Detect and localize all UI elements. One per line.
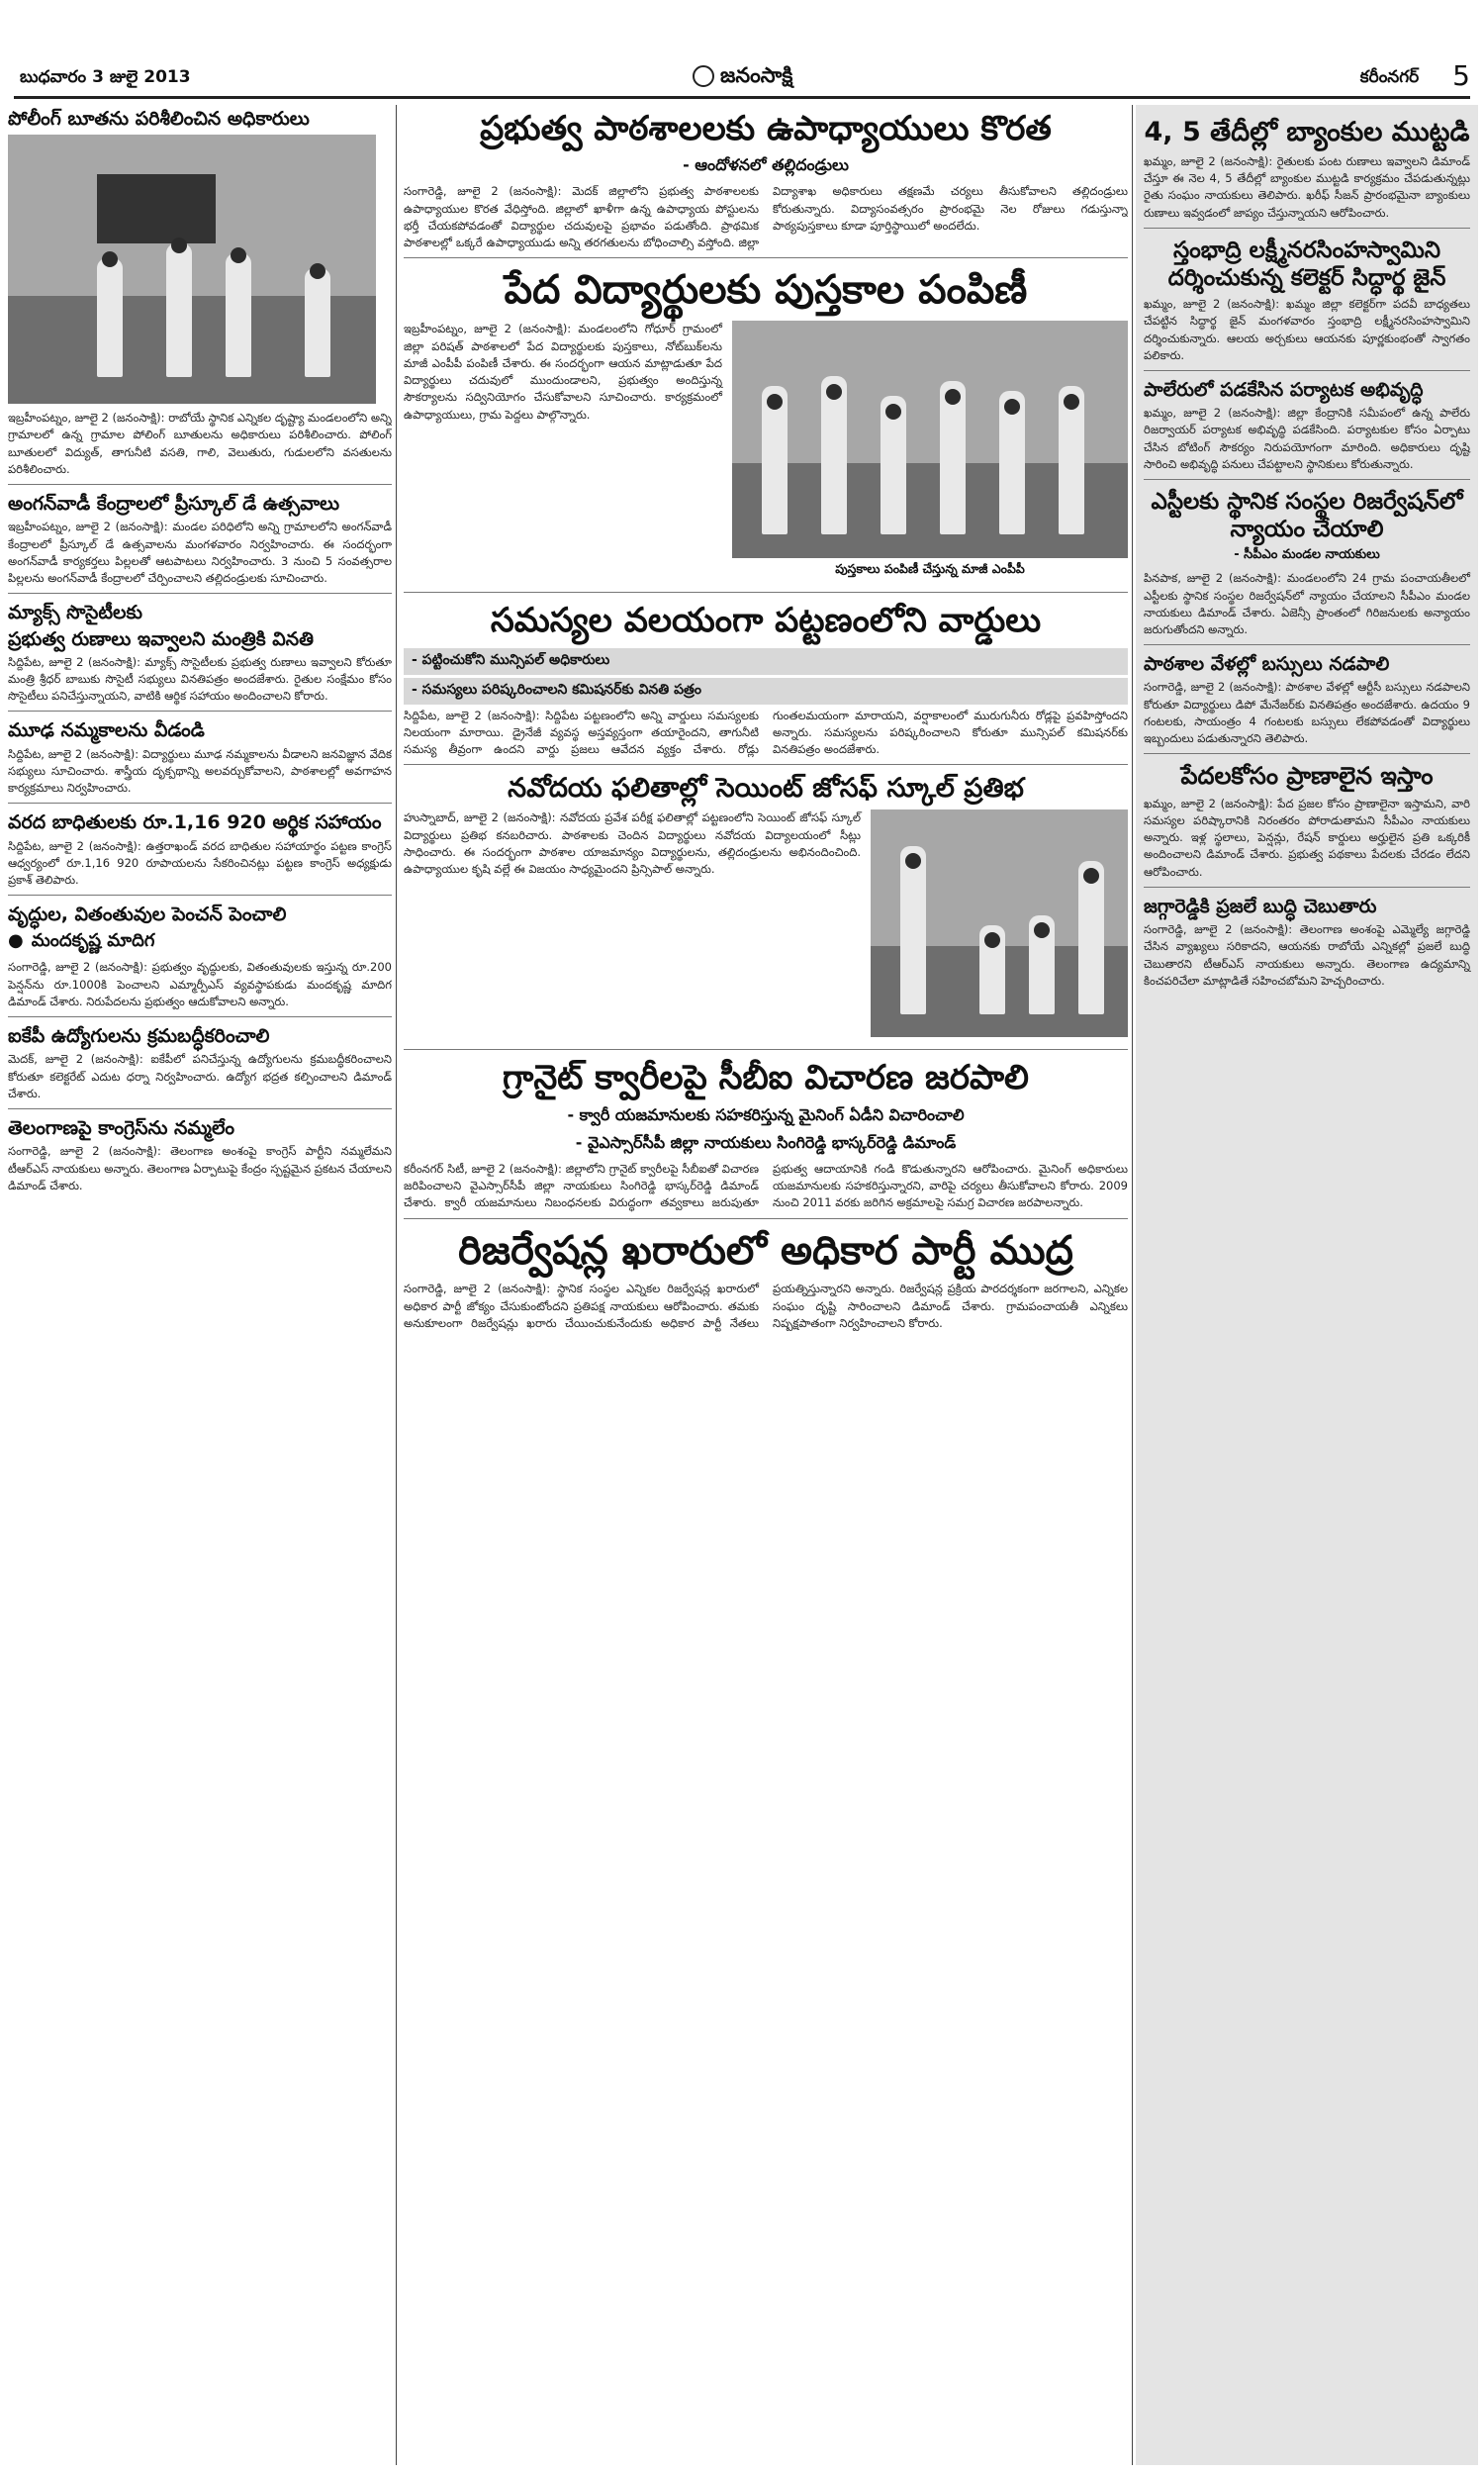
body-banks: ఖమ్మం, జూలై 2 (జనంసాక్షి): రైతులకు పంట రుణాలు ఇవ్వాలని డిమాండ్ చేస్తూ ఈ నెల 4, 5 తేదీల్లో బ్యాంకుల ముట్టడి కార్యక్రమం చేపడుతున్నట్లు రైతు సంఘం నాయకులు తెలిపారు. ఖరీఫ్ సీజన్ ప్రారంభమైనా బ్యాంకులు రుణాలు ఇవ్వడంలో జాప్యం చేస్తున్నాయని ఆరోపించారు.	[1144, 153, 1470, 220]
story-st-reservation	[1144, 488, 1470, 645]
body-polling: ఇబ్రహీంపట్నం, జూలై 2 (జనంసాక్షి): రాబోయే స్థానిక ఎన్నికల దృష్ట్యా మండలంలోని అన్ని గ్రామాలలో ఉన్న గ్రామాల పోలింగ్ బూతులను అధికారులు పరిశీలించారు. పోలింగ్ బూతులలో విద్యుత్, తాగునీటి వసతి, గాలి, వెలుతురు, గుడులలోని వసతులను పరిశీలించారు.	[8, 411, 392, 476]
story-books	[404, 266, 1128, 593]
headline-books: పేద విద్యార్థులకు పుస్తకాల పంపిణీ	[504, 267, 1028, 314]
subhead-granite-2: - వైఎస్సార్‌సీపీ జిల్లా నాయకులు సింగిరెడ్డి భాస్కర్‌రెడ్డి డిమాండ్	[575, 1132, 957, 1152]
story-superstition	[8, 719, 392, 804]
headline-collector: స్తంభాద్రి లక్ష్మీనరసింహస్వామిని దర్శించుకున్న కలెక్టర్ సిద్ధార్థ జైన్	[1167, 237, 1446, 291]
story-pension	[8, 904, 392, 1017]
byline-pension: ● మందకృష్ణ మాదిగ	[8, 930, 392, 955]
story-reservation	[404, 1227, 1128, 1339]
column-divider	[1132, 105, 1133, 2465]
story-flood-relief	[8, 811, 392, 896]
headline-ikp: ఐకేపీ ఉద్యోగులను క్రమబద్ధీకరించాలి	[8, 1025, 270, 1048]
headline-teachers: ప్రభుత్వ పాఠశాలలకు ఉపాధ్యాయులు కొరత	[480, 109, 1052, 148]
edition-city: కరీంనగర్	[1359, 67, 1420, 87]
photo-polling-booth	[8, 135, 376, 404]
paper-name-text: జనంసాక్షి	[720, 63, 793, 87]
body-anganwadi: ఇబ్రహీంపట్నం, జూలై 2 (జనంసాక్షి): మండల పరిధిలోని అన్ని గ్రామాలలోని అంగన్‌వాడీ కేంద్రాలలో ప్రీస్కూల్ డే ఉత్సవాలను మంగళవారం నిర్వహించారు. ఈ సందర్భంగా అంగన్‌వాడీ కార్యకర్తలు పిల్లలతో ఆటపాటలు నిర్వహించారు. 3 నుంచి 5 సంవత్సరాల పిల్లలను అంగన్‌వాడీ కేంద్రాలలో చేర్పించాలని తల్లిదండ్రులకు సూచించారు.	[8, 520, 392, 586]
photo-navodaya-students	[871, 809, 1128, 1037]
story-ikp	[8, 1025, 392, 1109]
body-flood-relief: సిద్దిపేట, జూలై 2 (జనంసాక్షి): ఉత్తరాఖండ్ వరద బాధితుల సహాయార్థం పట్టణ కాంగ్రెస్ ఆధ్వర్యంలో రూ.1,16 920 రూపాయలను సేకరించినట్లు పట్టణ కాంగ్రెస్ అధ్యక్షుడు ప్రకాశ్ తెలిపారు.	[8, 838, 392, 888]
body-navodaya: హుస్నాబాద్, జూలై 2 (జనంసాక్షి): నవోదయ ప్రవేశ పరీక్ష ఫలితాల్లో పట్టణంలోని సెయింట్ జోసఫ్ స్కూల్ విద్యార్థులు ప్రతిభ కనబరిచారు. పాఠశాలకు చెందిన విద్యార్థులు నవోదయ విద్యాలయంలో సీట్లు సాధించారు. ఈ సందర్భంగా పాఠశాల యాజమాన్యం విద్యార్థులను, తల్లిదండ్రులను అభినందించింది. ఉపాధ్యాయుల కృషి వల్లే ఈ విజయం సాధ్యమైందని ప్రిన్సిపాల్ అన్నారు.	[404, 810, 861, 877]
body-istam: ఖమ్మం, జూలై 2 (జనంసాక్షి): పేద ప్రజల కోసం ప్రాణాలైనా ఇస్తామని, వారి సమస్యల పరిష్కారానికి నిరంతరం పోరాడుతామని సీపీఎం నాయకులు అన్నారు. ఇళ్ల స్థలాలు, పెన్షన్లు, రేషన్ కార్డులు అర్హులైన ప్రతి ఒక్కరికీ అందించాలని డిమాండ్ చేశారు. ప్రభుత్వ పథకాలు పేదలకు చేరడం లేదని ఆరోపించారు.	[1144, 796, 1470, 879]
story-banks	[1144, 117, 1470, 229]
headline-polling: పోలీంగ్ బూతను పరిశీలించిన అధికారులు	[8, 108, 310, 130]
body-tourism: ఖమ్మం, జూలై 2 (జనంసాక్షి): జిల్లా కేంద్రానికి సమీపంలో ఉన్న పాలేరు రిజర్వాయర్ పర్యాటక అభివృద్ధి పడకేసింది. పర్యాటకుల కోసం ఏర్పాటు చేసిన బోటింగ్ సౌకర్యం నిరుపయోగంగా మారింది. అధికారులు దృష్టి సారించి అభివృద్ధి పనులు చేపట్టాలని స్థానికులు కోరుతున్నారు.	[1144, 406, 1470, 471]
headline-bus: పాఠశాల వేళల్లో బస్సులు నడపాలి	[1144, 653, 1390, 676]
body-st-reservation: పినపాక, జూలై 2 (జనంసాక్షి): మండలంలోని 24 గ్రామ పంచాయతీలలో ఎస్టీలకు స్థానిక సంస్థల రిజర్వేషన్‌లో న్యాయం చేయాలని సీపీఎం మండల నాయకులు డిమాండ్ చేశారు. ఏజెన్సీ ప్రాంతంలో గిరిజనులకు అన్యాయం జరుగుతోందని అన్నారు.	[1144, 571, 1470, 637]
headline-wards: సమస్యల వలయంగా పట్టణంలోని వార్డులు	[490, 601, 1042, 641]
body-teachers: సంగారెడ్డి, జూలై 2 (జనంసాక్షి): మెదక్ జిల్లాలోని ప్రభుత్వ పాఠశాలలకు ఉపాధ్యాయుల కొరత వేధిస్తోంది. జిల్లాలో ఖాళీగా ఉన్న ఉపాధ్యాయ పోస్టులను భర్తీ చేయకపోవడంతో విద్యార్థుల చదువులపై ప్రభావం పడుతోంది. ప్రాథమిక పాఠశాలల్లో ఒక్కరే ఉపాధ్యాయుడు అన్ని తరగతులను బోధించాల్సి వస్తోంది. జిల్లా విద్యాశాఖ అధికారులు తక్షణమే చర్యలు తీసుకోవాలని తల్లిదండ్రులు కోరుతున్నారు. విద్యాసంవత్సరం ప్రారంభమై నెల రోజులు గడుస్తున్నా పాఠ్యపుస్తకాలు కూడా పూర్తిస్థాయిలో అందలేదు.	[404, 184, 1128, 250]
body-bus: సంగారెడ్డి, జూలై 2 (జనంసాక్షి): పాఠశాల వేళల్లో ఆర్టీసీ బస్సులు నడపాలని కోరుతూ విద్యార్థులు డిపో మేనేజర్‌కు వినతిపత్రం అందజేశారు. ఉదయం 9 గంటలకు, సాయంత్రం 4 గంటలకు బస్సులు లేకపోవడంతో విద్యార్థులు ఇబ్బందులు పడుతున్నారని తెలిపారు.	[1144, 680, 1470, 746]
subhead-wards-2: - సమస్యలు పరిష్కరించాలని కమిషనర్‌కు వినతి పత్రం	[404, 678, 1128, 705]
issue-date: బుధవారం 3 జులై 2013	[20, 67, 191, 87]
story-collector	[1144, 237, 1470, 371]
headline-jaggareddy: జగ్గారెడ్డికి ప్రజలే బుద్ధి చెబుతారు	[1144, 895, 1377, 917]
story-macs	[8, 602, 392, 712]
left-column	[8, 105, 392, 2465]
middle-column	[404, 105, 1128, 2465]
body-books: ఇబ్రహీంపట్నం, జూలై 2 (జనంసాక్షి): మండలంలోని గోధూర్ గ్రామంలో జిల్లా పరిషత్ పాఠశాలలో పేద విద్యార్థులకు పుస్తకాలు, నోట్‌బుక్‌లను మాజీ ఎంపీపీ పంపిణీ చేశారు. ఈ సందర్భంగా ఆయన మాట్లాడుతూ పేద విద్యార్థులు చదువులో ముందుండాలని, ప్రభుత్వం అందిస్తున్న సౌకర్యాలను సద్వినియోగం చేసుకోవాలని సూచించారు. కార్యక్రమంలో ఉపాధ్యాయులు, గ్రామ పెద్దలు పాల్గొన్నారు.	[404, 322, 722, 422]
body-granite: కరీంనగర్ సిటీ, జూలై 2 (జనంసాక్షి): జిల్లాలోని గ్రానైట్ క్వారీలపై సీబీఐతో విచారణ జరిపించాలని వైఎస్సార్‌సీపీ జిల్లా నాయకులు సింగిరెడ్డి భాస్కర్‌రెడ్డి డిమాండ్ చేశారు. క్వారీ యజమానులు నిబంధనలకు విరుద్ధంగా తవ్వకాలు జరుపుతూ ప్రభుత్వ ఆదాయానికి గండి కొడుతున్నారని ఆరోపించారు. మైనింగ్ అధికారులు యజమానులకు సహకరిస్తున్నారని, వారిపై చర్యలు తీసుకోవాలని కోరారు. 2009 నుంచి 2011 వరకు జరిగిన అక్రమాలపై సమగ్ర విచారణ జరపాలన్నారు.	[404, 1161, 1128, 1210]
body-reservation: సంగారెడ్డి, జూలై 2 (జనంసాక్షి): స్థానిక సంస్థల ఎన్నికల రిజర్వేషన్ల ఖరారులో అధికార పార్టీ జోక్యం చేసుకుంటోందని ప్రతిపక్ష నాయకులు ఆరోపించారు. తమకు అనుకూలంగా రిజర్వేషన్లు ఖరారు చేయించుకునేందుకు అధికార పార్టీ నేతలు ప్రయత్నిస్తున్నారని అన్నారు. రిజర్వేషన్ల ప్రక్రియ పారదర్శకంగా జరగాలని, ఎన్నికల సంఘం దృష్టి సారించాలని డిమాండ్ చేశారు. గ్రామపంచాయతీ ఎన్నికలు నిష్పక్షపాతంగా నిర్వహించాలని కోరారు.	[404, 1282, 1128, 1330]
subhead-teachers: - ఆందోళనలో తల్లిదండ్రులు	[683, 155, 849, 175]
subhead-granite-1: - క్వారీ యజమానులకు సహకరిస్తున్న మైనింగ్ ఏడీని విచారించాలి	[567, 1104, 965, 1124]
story-wards	[404, 601, 1128, 765]
headline-st-reservation: ఎస్టీలకు స్థానిక సంస్థల రిజర్వేషన్‌లో న్యాయం చేయాలి	[1151, 489, 1463, 543]
headline-superstition: మూఢ నమ్మకాలను వీడండి	[8, 719, 205, 742]
right-column	[1136, 105, 1478, 2465]
headline-reservation: రిజర్వేషన్ల ఖరారులో అధికార పార్టీ ముద్ర	[458, 1227, 1073, 1274]
headline-istam: పేదలకోసం ప్రాణాలైన ఇస్తాం	[1180, 762, 1434, 791]
body-jaggareddy: సంగారెడ్డి, జూలై 2 (జనంసాక్షి): తెలంగాణ అంశంపై ఎమ్మెల్యే జగ్గారెడ్డి చేసిన వ్యాఖ్యలు సరికాదని, ఆయనకు రాబోయే ఎన్నికల్లో ప్రజలే బుద్ధి చెబుతారని టీఆర్ఎస్ నాయకులు అన్నారు. తెలంగాణ ఉద్యమాన్ని కించపరిచేలా మాట్లాడితే సహించబోమని హెచ్చరించారు.	[1144, 922, 1470, 988]
caption-books: పుస్తకాలు పంపిణీ చేస్తున్న మాజీ ఎంపీపీ	[835, 561, 1025, 577]
story-jaggareddy	[1144, 896, 1470, 996]
body-macs: సిద్దిపేట, జూలై 2 (జనంసాక్షి): మ్యాక్స్ సొసైటీలకు ప్రభుత్వ రుణాలు ఇవ్వాలని కోరుతూ మంత్రి శ్రీధర్ బాబుకు సొసైటీ సభ్యులు వినతిపత్రం అందజేశారు. రైతుల సంక్షేమం కోసం సొసైటీలు పనిచేస్తున్నాయని, వాటికి ఆర్థిక సహాయం అందించాలని కోరారు.	[8, 654, 392, 704]
story-bus	[1144, 653, 1470, 754]
headline-anganwadi: అంగన్‌వాడీ కేంద్రాలలో ప్రీస్కూల్ డే ఉత్సవాలు	[8, 493, 340, 516]
page-number: 5	[1452, 59, 1470, 92]
paper-name	[693, 63, 792, 93]
headline-granite: గ్రానైట్ క్వారీలపై సీబీఐ విచారణ జరపాలి	[503, 1058, 1029, 1098]
body-telangana: సంగారెడ్డి, జూలై 2 (జనంసాక్షి): తెలంగాణ అంశంపై కాంగ్రెస్ పార్టీని నమ్మలేమని టీఆర్ఎస్ నాయకులు అన్నారు. తెలంగాణ ఏర్పాటుపై కేంద్రం స్పష్టమైన ప్రకటన చేయాలని డిమాండ్ చేశారు.	[8, 1144, 392, 1192]
body-pension: సంగారెడ్డి, జూలై 2 (జనంసాక్షి): ప్రభుత్వం వృద్ధులకు, వితంతువులకు ఇస్తున్న రూ.200 పెన్షన్‌ను రూ.1000కి పెంచాలని ఎమ్మార్పీఎస్ వ్యవస్థాపకుడు మందకృష్ణ మాదిగ డిమాండ్ చేశారు. నిరుపేదలను ప్రభుత్వం ఆదుకోవాలని అన్నారు.	[8, 960, 392, 1008]
masthead	[0, 0, 1484, 99]
headline-pension: వృద్ధుల, వితంతువుల పెంచన్ పెంచాలి	[8, 904, 287, 926]
logo-emblem-icon	[693, 65, 714, 87]
story-teachers	[404, 109, 1128, 258]
story-anganwadi	[8, 493, 392, 594]
subhead-st-reservation: - సీపీఎం మండల నాయకులు	[1234, 547, 1380, 563]
column-divider	[396, 105, 397, 2465]
body-wards: సిద్దిపేట, జూలై 2 (జనంసాక్షి): సిద్దిపేట పట్టణంలోని అన్ని వార్డులు సమస్యలకు నిలయంగా మారాయి. డ్రైనేజీ వ్యవస్థ అస్తవ్యస్తంగా తయారైందని, తాగునీటి సమస్య తీవ్రంగా ఉందని వార్డు ప్రజలు ఆవేదన వ్యక్తం చేశారు. రోడ్లు గుంతలమయంగా మారాయని, వర్షాకాలంలో మురుగునీరు రోడ్లపై ప్రవహిస్తోందని అన్నారు. సమస్యలను పరిష్కరించాలని కోరుతూ మున్సిపల్ కమిషనర్‌కు వినతిపత్రం అందజేశారు.	[404, 708, 1128, 757]
story-granite	[404, 1058, 1128, 1218]
photo-books-distribution	[732, 321, 1128, 558]
headline-banks: 4, 5 తేదీల్లో బ్యాంకుల ముట్టడి	[1144, 117, 1470, 147]
story-istam	[1144, 762, 1470, 888]
body-superstition: సిద్దిపేట, జూలై 2 (జనంసాక్షి): విద్యార్థులు మూఢ నమ్మకాలను వీడాలని జనవిజ్ఞాన వేదిక సభ్యులు సూచించారు. శాస్త్రీయ దృక్పథాన్ని అలవర్చుకోవాలని, పాఠశాలల్లో అవగాహన కార్యక్రమాలు నిర్వహించారు.	[8, 746, 392, 796]
headline-telangana: తెలంగాణపై కాంగ్రెస్‌ను నమ్మలేం	[8, 1117, 235, 1140]
story-polling	[8, 108, 392, 485]
headline-macs: మ్యాక్స్ సొసైటీలకు	[8, 602, 143, 624]
photo-books-block	[732, 321, 1128, 580]
subhead-wards-1: - పట్టించుకోని మున్సిపల్ అధికారులు	[404, 648, 1128, 675]
body-ikp: మెదక్, జూలై 2 (జనంసాక్షి): ఐకేపీలో పనిచేస్తున్న ఉద్యోగులను క్రమబద్ధీకరించాలని కోరుతూ కలెక్టరేట్ ఎదుట ధర్నా నిర్వహించారు. ఉద్యోగ భద్రత కల్పించాలని డిమాండ్ చేశారు.	[8, 1052, 392, 1100]
story-telangana	[8, 1117, 392, 1200]
story-tourism	[1144, 379, 1470, 480]
story-navodaya	[404, 773, 1128, 1050]
headline-navodaya: నవోదయ ఫలితాల్లో సెయింట్ జోసఫ్ స్కూల్ ప్రతిభ	[508, 773, 1024, 805]
headline-flood-relief: వరద బాధితులకు రూ.1,16 920 అర్థిక సహాయం	[8, 811, 382, 834]
body-collector: ఖమ్మం, జూలై 2 (జనంసాక్షి): ఖమ్మం జిల్లా కలెక్టర్‌గా పదవీ బాధ్యతలు చేపట్టిన సిద్ధార్థ జైన్ మంగళవారం స్తంభాద్రి లక్ష్మీనరసింహస్వామిని దర్శించుకున్నారు. ఆలయ అర్చకులు ఆయనకు పూర్ణకుంభంతో స్వాగతం పలికారు.	[1144, 297, 1470, 362]
masthead-rule	[14, 96, 1470, 99]
headline-tourism: పాలేరులో పడకేసిన పర్యాటక అభివృద్ధి	[1144, 379, 1424, 402]
headline-macs-line2: ప్రభుత్వ రుణాలు ఇవ్వాలని మంత్రికి వినతి	[8, 627, 314, 650]
